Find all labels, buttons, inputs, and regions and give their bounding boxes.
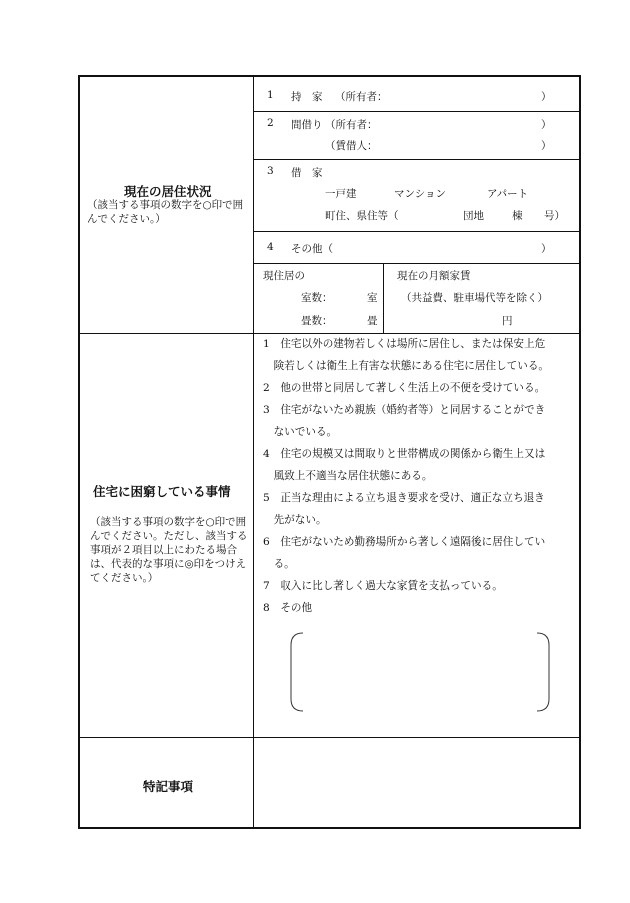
monthly-rent-note: （共益費、駐車場代等を除く） <box>401 292 548 304</box>
special-notes-label-cell <box>80 737 254 829</box>
current-residence-title: 現在の居住状況 <box>124 184 212 199</box>
room-rental-lender-label: （賃借人： <box>325 140 378 152</box>
rented-house-row <box>253 159 579 232</box>
other-residence-row <box>253 231 579 264</box>
rented-house-label: 借 家 <box>291 167 323 179</box>
other-residence-number[interactable]: 4 <box>267 241 274 253</box>
hardship-line-5: ないでいる。 <box>263 426 338 438</box>
special-notes-field[interactable] <box>253 737 579 829</box>
public-housing-danchi: 団地 <box>463 210 484 222</box>
room-rental-label: 間借り <box>291 119 323 131</box>
current-residence-options <box>253 77 579 333</box>
other-residence-close: ） <box>541 243 552 255</box>
public-housing-tou: 棟 <box>512 210 523 222</box>
housing-hardship-note: （該当する事項の数字を○印で囲んでください。ただし、該当する事項が２項目以上にわたる場合は、代表的な事項に◎印をつけえてください。） <box>90 516 248 584</box>
rooms-unit: 室 <box>367 292 378 304</box>
housing-application-form <box>78 75 581 829</box>
monthly-rent-unit: 円 <box>502 315 513 327</box>
special-notes-title: 特記事項 <box>143 779 194 794</box>
housing-hardship-section <box>80 333 579 738</box>
rooms-label: 室数： <box>301 292 333 304</box>
hardship-line-9: 先がない。 <box>263 514 327 526</box>
residence-label: 現住居の <box>263 270 305 282</box>
hardship-line-11: る。 <box>263 558 295 570</box>
owned-house-row <box>253 77 579 112</box>
room-rental-lender-close: ） <box>541 140 552 152</box>
residence-size-cell <box>253 263 384 333</box>
hardship-line-1: 1 住宅以外の建物若しくは場所に居住し、または保安上危 <box>263 338 546 350</box>
public-housing-label: 町住、県住等（ <box>325 210 399 222</box>
house-type-mansion: マンション <box>394 188 447 200</box>
room-rental-row <box>253 111 579 160</box>
hardship-line-7: 風致上不適当な居住状態にある。 <box>263 470 433 482</box>
hardship-line-10: 6 住宅がないため勤務場所から著しく遠隔後に居住してい <box>263 536 546 548</box>
hardship-line-3: 2 他の世帯と同居して著しく生活上の不便を受けている。 <box>263 382 546 394</box>
hardship-line-13: 8 その他 <box>263 602 313 614</box>
tatami-unit: 畳 <box>367 315 378 327</box>
special-notes-section <box>80 737 579 829</box>
hardship-line-6: 4 住宅の規模又は間取りと世帯構成の関係から衛生上又は <box>263 448 546 460</box>
rented-house-number[interactable]: 3 <box>267 165 274 177</box>
owned-house-owner-label: （所有者： <box>335 91 388 103</box>
hardship-line-4: 3 住宅がないため親族（婚約者等）と同居することができ <box>263 404 546 416</box>
tatami-label: 畳数： <box>301 315 333 327</box>
owned-house-owner-close: ） <box>541 91 552 103</box>
other-residence-label: その他（ <box>291 243 333 255</box>
owned-house-label: 持 家 <box>291 91 323 103</box>
hardship-line-2: 険若しくは衛生上有害な状態にある住宅に居住している。 <box>263 360 550 372</box>
hardship-line-8: 5 正当な理由による立ち退き要求を受け、適正な立ち退き <box>263 492 545 504</box>
house-type-apartment: アパート <box>487 188 529 200</box>
housing-hardship-title: 住宅に困窮している事情 <box>93 484 231 499</box>
current-residence-label-cell <box>80 77 254 333</box>
residence-rent-row <box>253 263 579 333</box>
room-rental-owner-close: ） <box>541 119 552 131</box>
room-rental-owner-label: （所有者： <box>325 119 378 131</box>
current-residence-note: （該当する事項の数字を○印で囲んでください。） <box>87 199 244 225</box>
current-residence-section <box>80 77 579 334</box>
monthly-rent-cell <box>383 263 579 333</box>
owned-house-number[interactable]: 1 <box>267 89 274 101</box>
housing-hardship-options <box>253 333 579 737</box>
hardship-line-12: 7 収入に比し著しく過大な家賃を支払っている。 <box>263 580 503 592</box>
other-details-bracket[interactable] <box>289 631 551 713</box>
public-housing-gou: 号） <box>544 210 565 222</box>
monthly-rent-label: 現在の月額家賃 <box>397 270 471 282</box>
house-type-detached: 一戸建 <box>325 188 357 200</box>
housing-hardship-label-cell <box>80 333 254 737</box>
room-rental-number[interactable]: 2 <box>267 117 274 129</box>
